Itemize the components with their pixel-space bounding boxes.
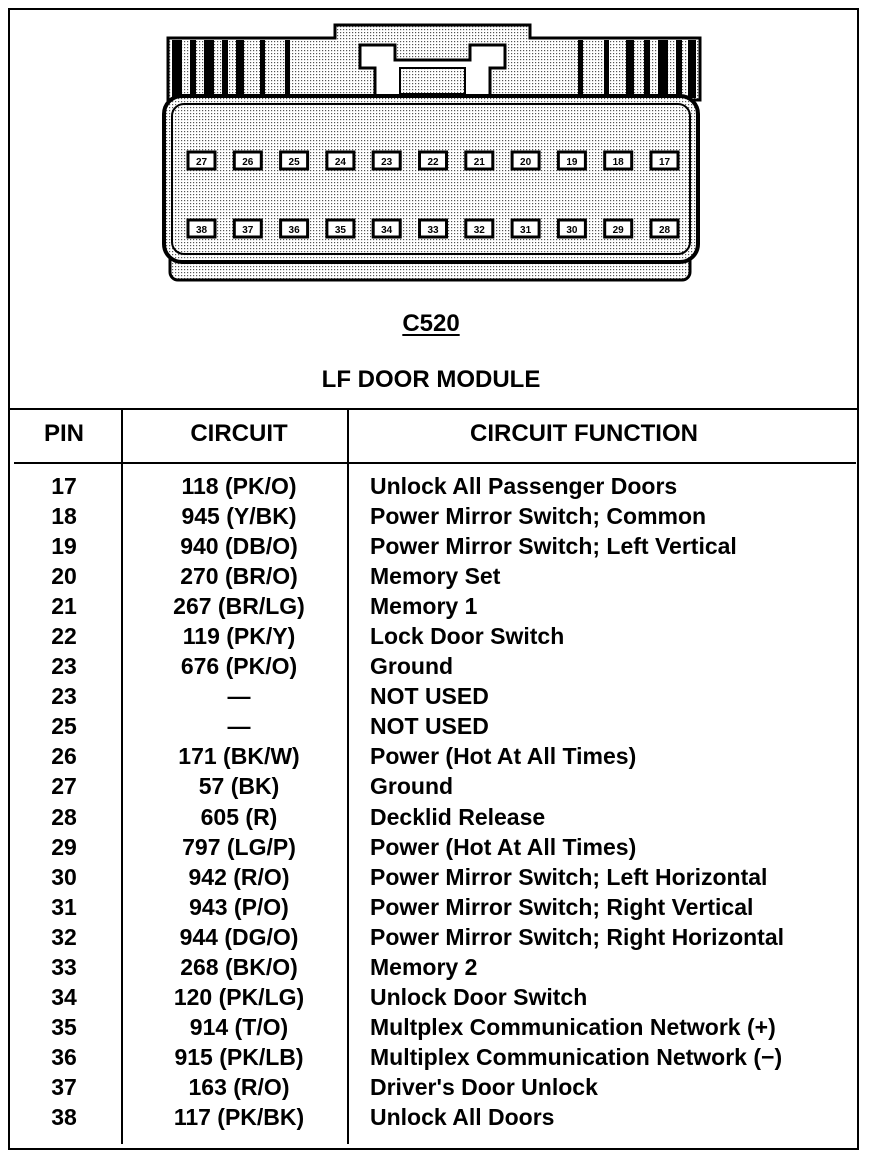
pin-cell: 23 xyxy=(51,653,77,680)
pin-cell: 30 xyxy=(51,863,77,890)
connector-pin-cell xyxy=(327,152,354,169)
connector-top-pin-row xyxy=(188,152,678,169)
pin-label: 24 xyxy=(334,157,346,168)
circuit-cell: 915 (PK/LB) xyxy=(174,1043,304,1070)
pin-label: 29 xyxy=(612,225,624,236)
circuit-cell: 942 (R/O) xyxy=(188,863,290,890)
function-cell: Memory 2 xyxy=(370,953,478,980)
connector-pin-cell xyxy=(466,152,493,169)
table-row xyxy=(8,1043,859,1073)
table-row xyxy=(8,592,859,622)
pin-label: 28 xyxy=(658,225,671,236)
header-underline xyxy=(14,462,856,464)
table-row xyxy=(8,863,859,893)
pin-cell: 17 xyxy=(51,473,77,499)
connector-pin-cell xyxy=(373,220,400,237)
function-cell: NOT USED xyxy=(370,683,489,710)
connector-name: LF DOOR MODULE xyxy=(321,366,541,393)
function-cell: Power Mirror Switch; Right Vertical xyxy=(370,893,754,920)
pin-cell: 25 xyxy=(51,713,77,740)
function-cell: Ground xyxy=(370,653,454,680)
pin-label: 34 xyxy=(381,225,393,236)
function-cell: Power (Hot At All Times) xyxy=(370,833,637,860)
pin-cell: 37 xyxy=(51,1073,77,1100)
table-row xyxy=(8,682,859,712)
circuit-cell: 944 (DG/O) xyxy=(179,923,299,950)
connector-pin-cell xyxy=(512,152,539,169)
pin-cell: 27 xyxy=(51,773,77,800)
connector-housing-upper xyxy=(168,25,700,100)
function-cell: Ground xyxy=(370,773,454,800)
pin-label: 21 xyxy=(473,157,485,168)
connector-pin-cell xyxy=(281,152,308,169)
table-row xyxy=(8,532,859,562)
pin-label: 31 xyxy=(520,225,532,236)
pin-cell: 34 xyxy=(51,983,77,1010)
pin-label: 38 xyxy=(195,225,208,236)
circuit-cell: 605 (R) xyxy=(200,803,278,830)
header-circuit-function: CIRCUIT FUNCTION xyxy=(470,420,698,447)
table-row xyxy=(8,652,859,682)
circuit-cell: 268 (BK/O) xyxy=(180,953,298,980)
connector-pin-cell xyxy=(558,220,585,237)
pin-cell: 23 xyxy=(51,683,77,710)
table-row xyxy=(8,562,859,592)
function-cell: Multiplex Communication Network (−) xyxy=(370,1043,783,1070)
table-row xyxy=(8,803,859,833)
table-row xyxy=(8,472,859,502)
pin-cell: 19 xyxy=(51,533,77,560)
pin-cell: 31 xyxy=(51,893,77,920)
table-row xyxy=(8,772,859,802)
pin-label: 36 xyxy=(288,225,300,236)
circuit-cell: — xyxy=(227,713,251,740)
table-row xyxy=(8,1103,859,1133)
pin-label: 23 xyxy=(381,157,393,168)
table-row xyxy=(8,893,859,923)
pin-label: 18 xyxy=(612,157,624,168)
table-row xyxy=(8,1013,859,1043)
circuit-cell: 940 (DB/O) xyxy=(180,533,298,560)
circuit-cell: 118 (PK/O) xyxy=(181,473,297,499)
pin-label: 22 xyxy=(427,157,439,168)
connector-pin-cell xyxy=(651,220,678,237)
circuit-cell: 945 (Y/BK) xyxy=(181,503,297,530)
connector-drawing xyxy=(160,20,710,290)
connector-pin-cell xyxy=(234,152,261,169)
function-cell: Lock Door Switch xyxy=(370,623,565,650)
function-cell: NOT USED xyxy=(370,713,489,740)
table-row xyxy=(8,622,859,652)
table-row xyxy=(8,983,859,1013)
table-row xyxy=(8,742,859,772)
connector-pin-cell xyxy=(281,220,308,237)
connector-pin-cell xyxy=(466,220,493,237)
function-cell: Power Mirror Switch; Left Horizontal xyxy=(370,863,768,890)
function-cell: Power Mirror Switch; Right Horizontal xyxy=(370,923,785,950)
function-cell: Unlock All Doors xyxy=(370,1103,555,1130)
circuit-cell: 270 (BR/O) xyxy=(180,563,298,590)
pin-cell: 35 xyxy=(51,1013,77,1040)
pin-cell: 22 xyxy=(51,623,77,650)
circuit-cell: 171 (BK/W) xyxy=(178,743,300,770)
connector-id: C520 xyxy=(402,310,460,337)
pin-cell: 29 xyxy=(51,833,77,860)
header-circuit: CIRCUIT xyxy=(190,420,288,447)
circuit-cell: 797 (LG/P) xyxy=(182,833,296,860)
table-row xyxy=(8,833,859,863)
pin-label: 30 xyxy=(566,225,578,236)
table-row xyxy=(8,923,859,953)
function-cell: Decklid Release xyxy=(370,803,546,830)
pin-cell: 36 xyxy=(51,1043,77,1070)
connector-bottom-pin-row xyxy=(188,220,678,237)
function-cell: Driver's Door Unlock xyxy=(370,1073,598,1100)
circuit-cell: 914 (T/O) xyxy=(189,1013,289,1040)
connector-pin-cell xyxy=(188,220,215,237)
connector-pin-cell xyxy=(558,152,585,169)
pin-table xyxy=(8,472,859,1133)
pin-cell: 21 xyxy=(51,593,77,620)
function-cell: Unlock Door Switch xyxy=(370,983,588,1010)
pin-label: 27 xyxy=(195,157,208,168)
table-row xyxy=(8,1073,859,1103)
pin-cell: 26 xyxy=(51,743,77,770)
connector-body xyxy=(164,96,698,280)
function-cell: Memory 1 xyxy=(370,593,478,620)
header-pin: PIN xyxy=(43,420,84,447)
circuit-cell: 267 (BR/LG) xyxy=(173,593,305,620)
function-cell: Memory Set xyxy=(370,563,501,590)
pin-label: 26 xyxy=(242,157,254,168)
table-row xyxy=(8,953,859,983)
connector-pin-cell xyxy=(512,220,539,237)
circuit-cell: 117 (PK/BK) xyxy=(173,1103,305,1130)
pin-cell: 33 xyxy=(51,953,77,980)
function-cell: Power (Hot At All Times) xyxy=(370,743,637,770)
pin-label: 37 xyxy=(242,225,254,236)
pin-label: 17 xyxy=(658,157,671,168)
circuit-cell: — xyxy=(227,683,251,710)
pin-label: 19 xyxy=(566,157,578,168)
pin-cell: 20 xyxy=(51,563,77,590)
circuit-cell: 943 (P/O) xyxy=(189,893,289,920)
connector-pin-cell xyxy=(605,220,632,237)
function-cell: Power Mirror Switch; Left Vertical xyxy=(370,533,737,560)
connector-pin-cell xyxy=(373,152,400,169)
pin-cell: 28 xyxy=(51,803,77,830)
pin-cell: 38 xyxy=(51,1103,77,1130)
connector-pin-cell xyxy=(188,152,215,169)
circuit-cell: 163 (R/O) xyxy=(188,1073,290,1100)
table-top-rule xyxy=(8,408,859,410)
function-cell: Power Mirror Switch; Common xyxy=(370,503,707,530)
circuit-cell: 119 (PK/Y) xyxy=(182,623,296,650)
pin-label: 25 xyxy=(288,157,300,168)
table-row xyxy=(8,502,859,532)
connector-pin-cell xyxy=(605,152,632,169)
pin-label: 32 xyxy=(473,225,485,236)
circuit-cell: 57 (BK) xyxy=(198,773,280,800)
circuit-cell: 676 (PK/O) xyxy=(180,653,298,680)
connector-pin-cell xyxy=(327,220,354,237)
table-row xyxy=(8,712,859,742)
function-cell: Multplex Communication Network (+) xyxy=(370,1013,776,1040)
connector-pin-cell xyxy=(651,152,678,169)
function-cell: Unlock All Passenger Doors xyxy=(370,473,678,499)
connector-pin-cell xyxy=(420,220,447,237)
pin-cell: 32 xyxy=(51,923,77,950)
connector-pin-cell xyxy=(420,152,447,169)
pin-label: 33 xyxy=(427,225,439,236)
circuit-cell: 120 (PK/LG) xyxy=(173,983,305,1010)
pin-label: 35 xyxy=(334,225,346,236)
pin-cell: 18 xyxy=(51,503,77,530)
pin-label: 20 xyxy=(520,157,532,168)
connector-pin-cell xyxy=(234,220,261,237)
